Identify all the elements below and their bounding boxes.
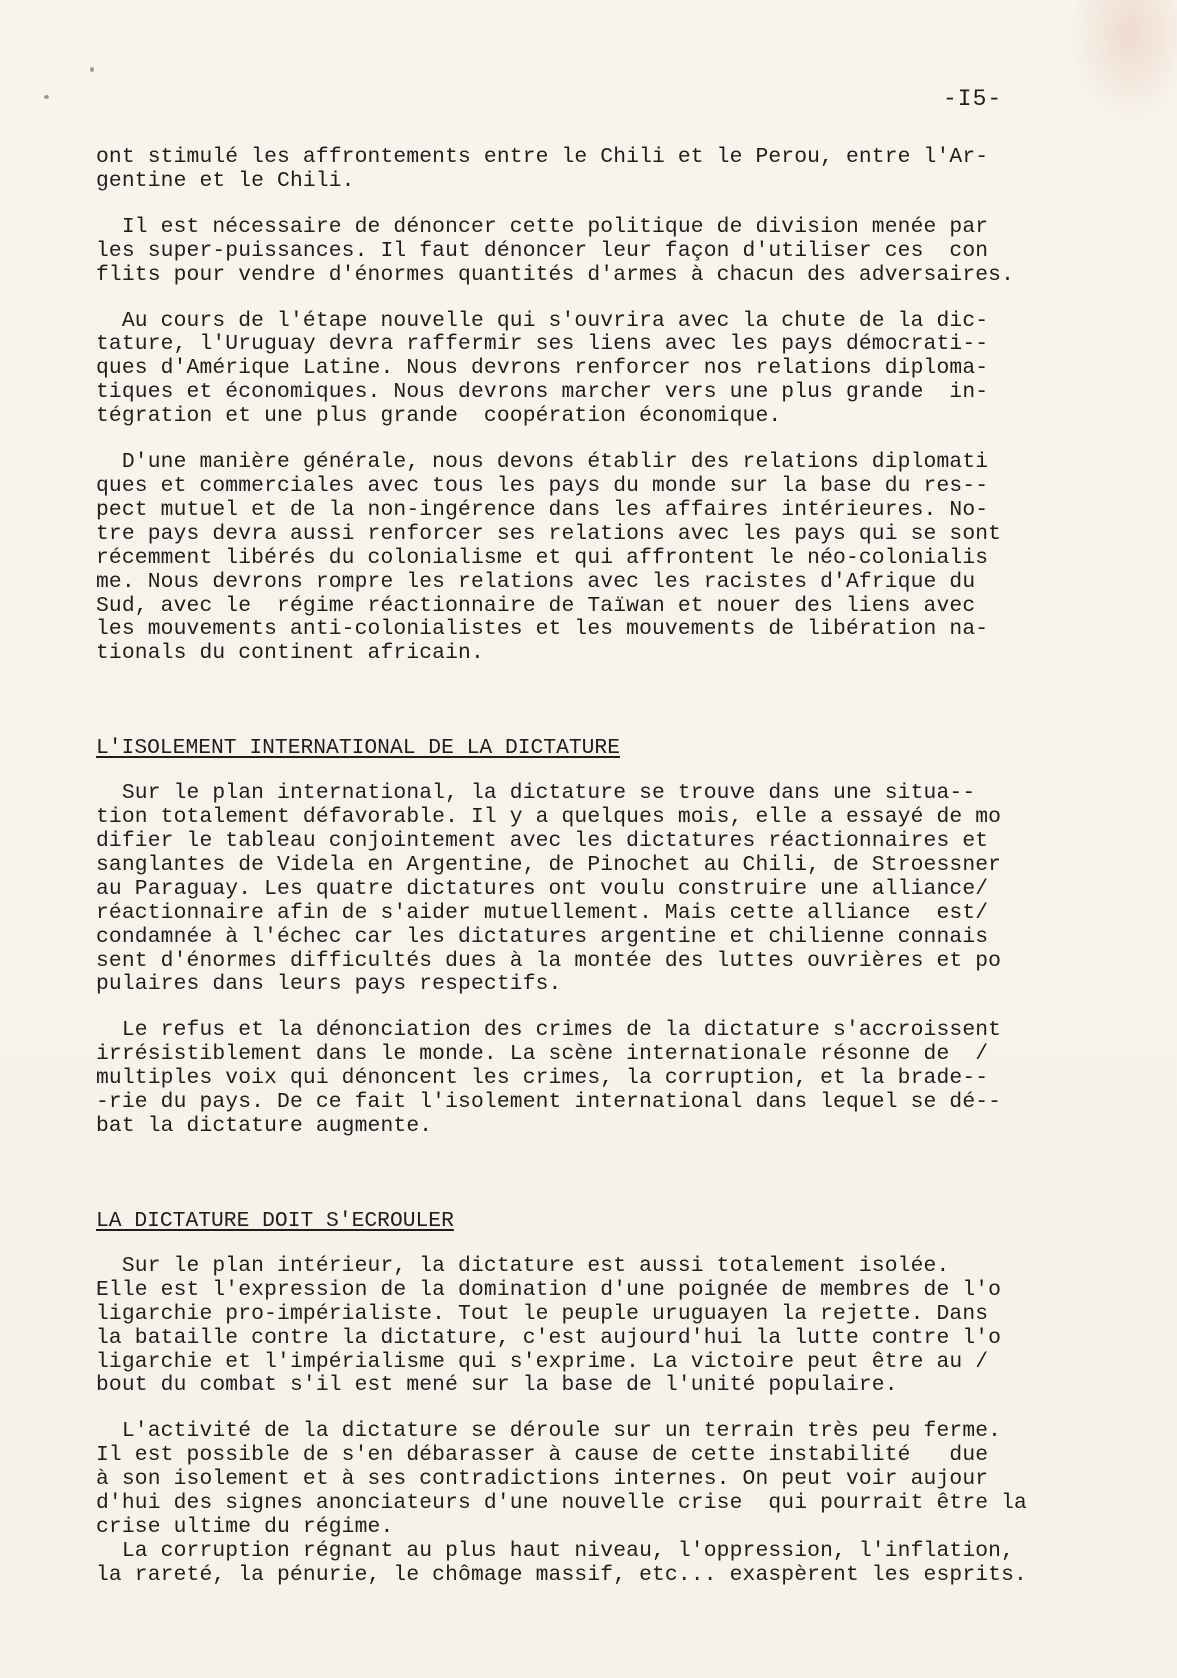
text-line: à son isolement et à ses contradictions internes. On peut voir aujour — [96, 1467, 989, 1492]
text-line: irrésistiblement dans le monde. La scène internationale résonne de / — [96, 1042, 989, 1067]
text-line: au Paraguay. Les quatre dictatures ont voulu construire une alliance/ — [96, 876, 989, 901]
section-heading-collapse: LA DICTATURE DOIT S'ECROULER — [96, 1208, 454, 1233]
text-line: les super-puissances. Il faut dénoncer leur façon d'utiliser ces con — [96, 238, 989, 263]
paragraph — [96, 451, 1106, 666]
paragraph — [96, 1255, 1106, 1398]
paragraph — [96, 216, 1106, 288]
text-line: Au cours de l'étape nouvelle qui s'ouvrira avec la chute de la dic- — [96, 308, 989, 333]
text-line: condamnée à l'échec car les dictatures argentine et chilienne connais — [96, 924, 989, 949]
paragraph — [96, 1019, 1106, 1139]
section-foreign-relations — [96, 146, 1106, 666]
section-heading-isolation: L'ISOLEMENT INTERNATIONAL DE LA DICTATURE — [96, 736, 620, 761]
text-line: sanglantes de Videla en Argentine, de Pinochet au Chili, de Stroessner — [96, 852, 1002, 877]
section-dictatorship-collapse — [96, 1255, 1106, 1588]
text-line: tre pays devra aussi renforcer ses relations avec les pays qui se sont — [96, 521, 1002, 546]
text-line: flits pour vendre d'énormes quantités d'armes à chacun des adversaires. — [96, 262, 1015, 287]
text-line: multiples voix qui dénoncent les crimes, la corruption, et la brade-- — [96, 1066, 989, 1091]
text-line: tiques et économiques. Nous devrons marcher vers une plus grande in- — [96, 380, 989, 405]
text-line: Il est nécessaire de dénoncer cette politique de division menée par — [96, 214, 989, 239]
text-line: pulaires dans leurs pays respectifs. — [96, 972, 562, 997]
paragraph — [96, 310, 1106, 430]
text-line: gentine et le Chili. — [96, 168, 355, 193]
text-line: La corruption régnant au plus haut niveau, l'oppression, l'inflation, — [96, 1538, 1015, 1563]
paper-speck — [44, 95, 49, 99]
text-line: ques et commerciales avec tous les pays du monde sur la base du res-- — [96, 473, 989, 498]
text-line: Sur le plan international, la dictature se trouve dans une situa-- — [96, 781, 976, 806]
text-line: tature, l'Uruguay devra raffermir ses liens avec les pays démocrati-- — [96, 332, 989, 357]
section-international-isolation — [96, 782, 1106, 1139]
paragraph — [96, 146, 1106, 194]
text-line: la rareté, la pénurie, le chômage massif, etc... exaspèrent les esprits. — [96, 1562, 1027, 1587]
text-line: Il est possible de s'en débarasser à cause de cette instabilité due — [96, 1443, 989, 1468]
text-line: L'activité de la dictature se déroule sur un terrain très peu ferme. — [96, 1419, 1002, 1444]
text-line: sent d'énormes difficultés dues à la montée des luttes ouvrières et po — [96, 948, 1002, 973]
paper-speck — [90, 67, 94, 72]
text-line: la bataille contre la dictature, c'est aujourd'hui la lutte contre l'o — [96, 1325, 1002, 1350]
page-number: -I5- — [943, 86, 1003, 112]
text-line: bat la dictature augmente. — [96, 1114, 433, 1138]
text-line: pect mutuel et de la non-ingérence dans les affaires intérieures. No- — [96, 497, 989, 522]
text-line: difier le tableau conjointement avec les dictatures réactionnaires et — [96, 829, 989, 854]
text-line: tégration et une plus grande coopération économique. — [96, 404, 782, 429]
text-line: les mouvements anti-colonialistes et les mouvements de libération na- — [96, 617, 989, 642]
text-line: Sud, avec le régime réactionnaire de Taïwan et nouer des liens avec — [96, 593, 976, 618]
text-line: ques d'Amérique Latine. Nous devrons renforcer nos relations diploma- — [96, 356, 989, 381]
paragraph — [96, 782, 1106, 997]
text-line: crise ultime du régime. — [96, 1514, 394, 1539]
text-line: ont stimulé les affrontements entre le Chili et le Perou, entre l'Ar- — [96, 145, 989, 169]
paragraph — [96, 1420, 1106, 1587]
text-line: ligarchie pro-impérialiste. Tout le peuple uruguayen la rejette. Dans — [96, 1301, 989, 1326]
text-line: Elle est l'expression de la domination d'une poignée de membres de l'o — [96, 1277, 1002, 1302]
text-line: me. Nous devrons rompre les relations avec les racistes d'Afrique du — [96, 569, 976, 594]
text-line: d'hui des signes anonciateurs d'une nouvelle crise qui pourrait être la — [96, 1491, 1027, 1516]
text-line: réactionnaire afin de s'aider mutuellement. Mais cette alliance est/ — [96, 900, 989, 925]
text-line: tion totalement défavorable. Il y a quelques mois, elle a essayé de mo — [96, 805, 1002, 830]
text-line: D'une manière générale, nous devons établir des relations diplomati — [96, 450, 989, 475]
text-line: bout du combat s'il est mené sur la base de l'unité populaire. — [96, 1373, 898, 1398]
text-line: tionals du continent africain. — [96, 641, 484, 666]
text-line: -rie du pays. De ce fait l'isolement international dans lequel se dé-- — [96, 1090, 1002, 1115]
text-line: ligarchie et l'impérialisme qui s'exprime. La victoire peut être au / — [96, 1349, 989, 1374]
text-line: Le refus et la dénonciation des crimes de la dictature s'accroissent — [96, 1018, 1002, 1043]
document-body — [96, 146, 1106, 1588]
text-line: Sur le plan intérieur, la dictature est aussi totalement isolée. — [96, 1253, 950, 1278]
text-line: récemment libérés du colonialisme et qui affrontent le néo-colonialis — [96, 545, 989, 570]
